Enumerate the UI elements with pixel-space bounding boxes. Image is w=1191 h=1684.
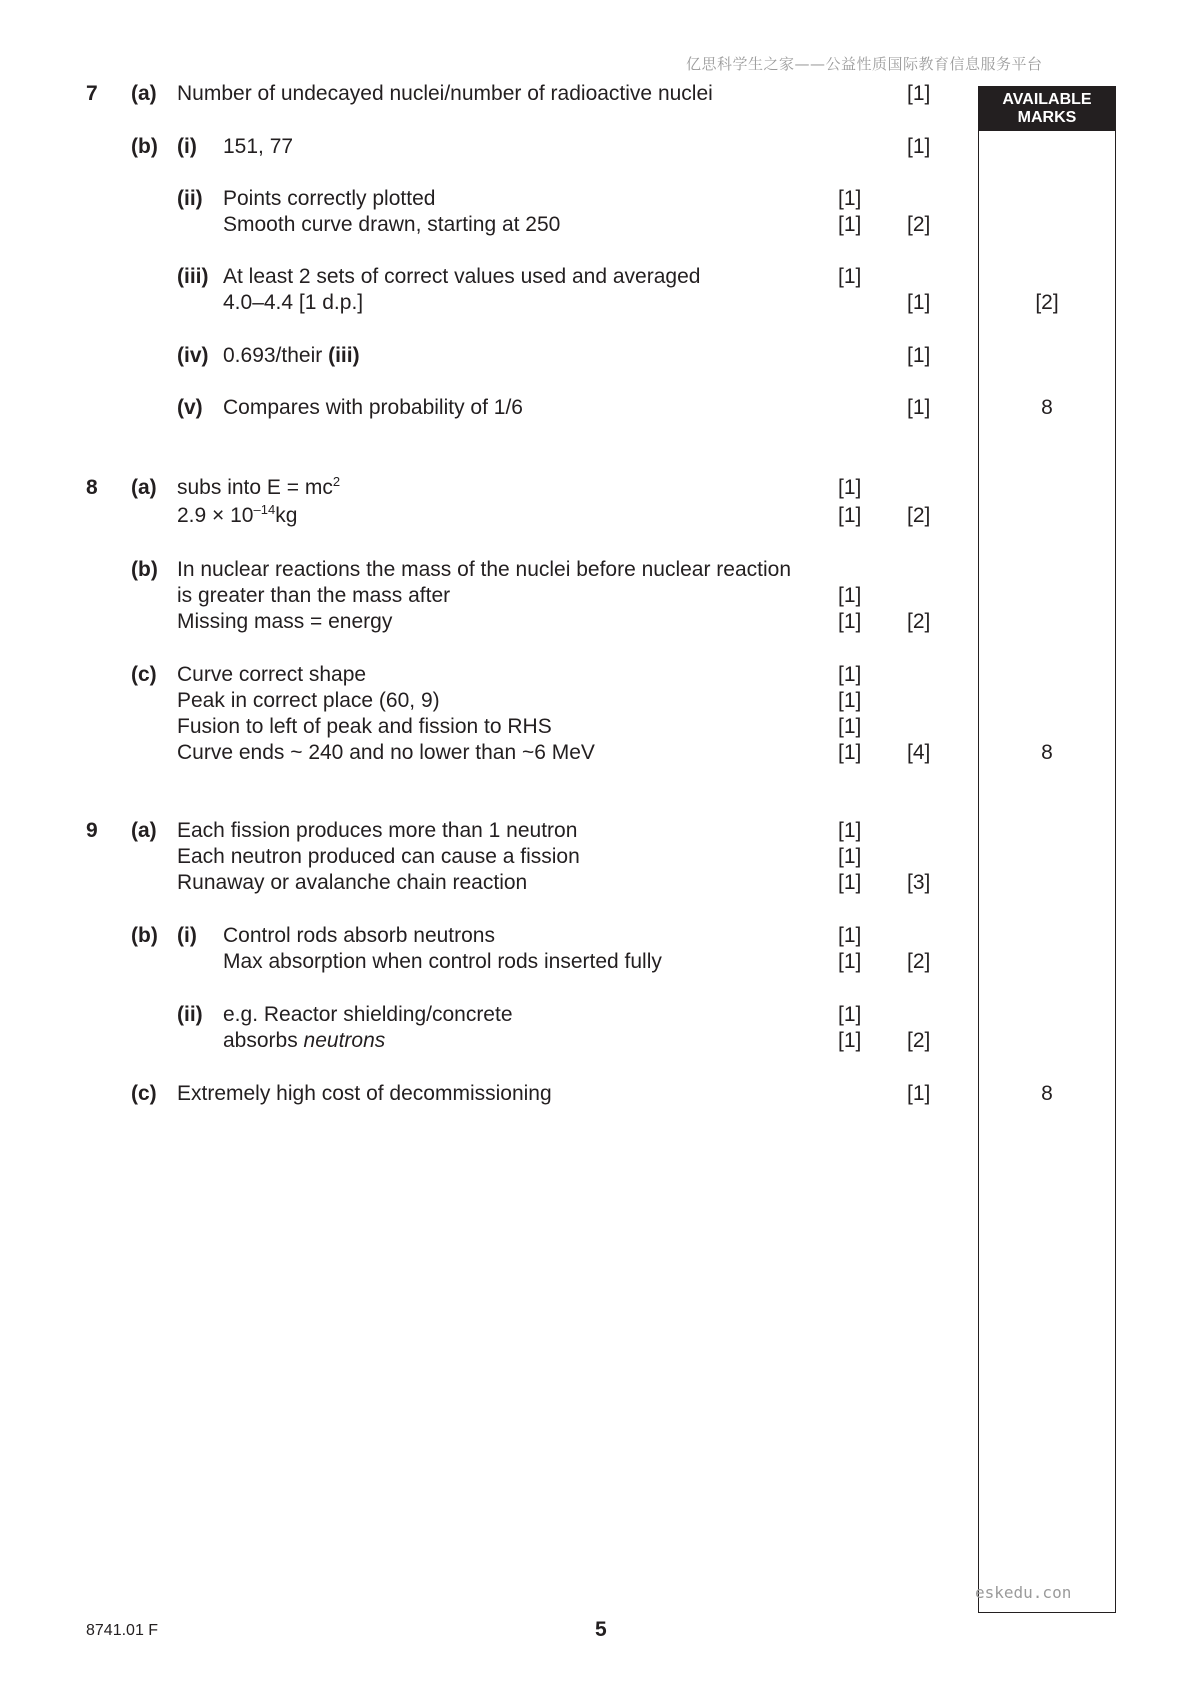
line-mark: [1] [838,819,862,842]
subpart-label: (i) [177,135,197,158]
part-label: (b) [131,558,158,581]
question-number: 9 [86,819,98,842]
answer-text [223,1028,385,1054]
page-number: 5 [595,1618,607,1641]
line-mark: [1] [838,1029,862,1052]
formula-text: subs into E = mc [177,476,333,499]
superscript: –14 [253,502,276,517]
answer-text: Extremely high cost of decommissioning [177,1082,552,1105]
part-total-mark: [1] [907,82,931,105]
line-mark: [1] [838,476,862,499]
subpart-label: (v) [177,396,203,419]
answer-text: Control rods absorb neutrons [223,924,495,947]
answer-text: Points correctly plotted [223,187,436,210]
line-mark: [1] [838,924,862,947]
subpart-label: (iii) [177,265,209,288]
line-mark: [1] [838,265,862,288]
part-label: (c) [131,1082,157,1105]
available-marks-line1: AVAILABLE [1002,91,1092,108]
available-marks-header [978,86,1116,131]
line-mark: [1] [838,950,862,973]
question-number: 7 [86,82,98,105]
answer-text [223,343,360,369]
part-total-mark: [1] [907,344,931,367]
line-mark: [1] [838,504,862,527]
line-mark: [1] [838,689,862,712]
answer-text: Compares with probability of 1/6 [223,396,523,419]
answer-text: Runaway or avalanche chain reaction [177,871,528,894]
answer-text [177,475,340,501]
part-label: (a) [131,82,157,105]
answer-text: At least 2 sets of correct values used and averaged [223,265,701,288]
answer-text: Each neutron produced can cause a fission [177,845,580,868]
answer-text: Smooth curve drawn, starting at 250 [223,213,561,236]
site-watermark: eskedu.con [975,1583,1072,1602]
available-mark: 8 [1041,1082,1053,1105]
answer-text: In nuclear reactions the mass of the nuclei before nuclear reaction [177,558,792,581]
line-mark: [1] [838,187,862,210]
answer-text [177,503,297,529]
answer-text: is greater than the mass after [177,584,451,607]
answer-text-bold: (iii) [328,344,360,367]
part-total-mark: [2] [907,950,931,973]
available-mark: [2] [1035,291,1059,314]
part-total-mark: [2] [907,213,931,236]
part-total-mark: [2] [907,504,931,527]
part-total-mark: [3] [907,871,931,894]
answer-text: Fusion to left of peak and fission to RHS [177,715,552,738]
part-label: (c) [131,663,157,686]
answer-text: Curve ends ~ 240 and no lower than ~6 MeV [177,741,595,764]
part-label: (a) [131,819,157,842]
answer-text: Peak in correct place (60, 9) [177,689,440,712]
subpart-label: (ii) [177,187,203,210]
answer-text: 151, 77 [223,135,294,158]
line-mark: [1] [838,584,862,607]
answer-text-plain: 0.693/their [223,344,329,367]
answer-text: Number of undecayed nuclei/number of radioactive nuclei [177,82,713,105]
part-label: (b) [131,924,158,947]
answer-text: Curve correct shape [177,663,367,686]
available-marks-line2: MARKS [1017,109,1077,126]
unit-text: kg [275,504,298,527]
part-total-mark: [1] [907,291,931,314]
question-number: 8 [86,476,98,499]
line-mark: [1] [838,871,862,894]
part-total-mark: [2] [907,610,931,633]
answer-text-plain: absorbs [223,1029,304,1052]
subpart-label: (iv) [177,344,209,367]
watermark-text: 亿思科学生之家——公益性质国际教育信息服务平台 [686,55,1043,73]
subpart-label: (i) [177,924,197,947]
line-mark: [1] [838,715,862,738]
answer-text: 4.0–4.4 [1 d.p.] [223,291,364,314]
part-total-mark: [1] [907,396,931,419]
part-total-mark: [2] [907,1029,931,1052]
part-total-mark: [1] [907,1082,931,1105]
answer-text: Max absorption when control rods inserted fully [223,950,662,973]
available-marks-column [978,131,1116,1613]
paper-code: 8741.01 F [86,1622,159,1639]
line-mark: [1] [838,610,862,633]
line-mark: [1] [838,845,862,868]
available-mark: 8 [1041,741,1053,764]
part-total-mark: [1] [907,135,931,158]
answer-text: Missing mass = energy [177,610,393,633]
available-mark: 8 [1041,396,1053,419]
subpart-label: (ii) [177,1003,203,1026]
superscript: 2 [332,474,341,489]
answer-text: Each fission produces more than 1 neutron [177,819,578,842]
part-total-mark: [4] [907,741,931,764]
value-text: 2.9 × 10 [177,504,254,527]
line-mark: [1] [838,663,862,686]
part-label: (a) [131,476,157,499]
line-mark: [1] [838,213,862,236]
answer-text-italic: neutrons [303,1029,386,1052]
answer-text: e.g. Reactor shielding/concrete [223,1003,513,1026]
line-mark: [1] [838,1003,862,1026]
part-label: (b) [131,135,158,158]
line-mark: [1] [838,741,862,764]
